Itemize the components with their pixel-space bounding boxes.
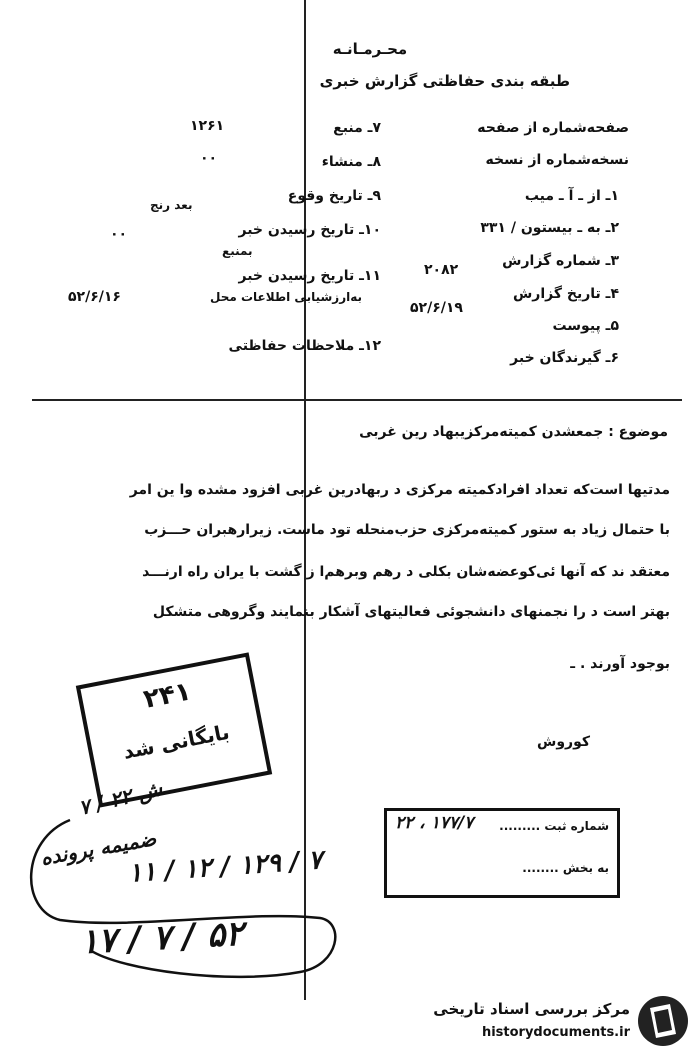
news-received-source-value: ٠٠ [110, 226, 128, 242]
registration-stamp [384, 808, 620, 898]
field-recipients: ۶ـ گیرندگان خبر [510, 350, 619, 366]
field-security-notes: ۱۲ـ ملاحظات حفاظتی [228, 338, 381, 354]
archive-stamp-number: ۲۴۱ [141, 676, 194, 715]
field-copy-number: نسخه‌شماره از نسخه [485, 152, 629, 168]
event-date-value: بعد رنج [150, 198, 193, 212]
archive-stamp [76, 652, 272, 807]
classification-label: محـرمـانـه [332, 40, 408, 58]
handwritten-note-1: ش ۲۲ / ۷ [76, 776, 165, 820]
body-line-3: معتقد ند که آنها ئی‌کوعضه‌شان بکلی د رهم وبرهم‌ا ز گشت با یران راه ارنـــد [142, 564, 670, 580]
section-divider [32, 399, 682, 401]
handwritten-note-2: ۱۱ / ۱۲ / ۱۲۹ / ۷ [127, 845, 324, 889]
field-source: ۷ـ منبع [333, 120, 381, 136]
field-report-date: ۴ـ تاریخ گزارش [512, 286, 619, 302]
source-value: ۱۲۶۱ [190, 118, 225, 134]
handwritten-circle [0, 800, 360, 1000]
report-number-value: ۲۰۸۲ [424, 262, 459, 278]
news-received-evaluation-note: به‌ارزشیابی اطلاعات محل [210, 290, 362, 304]
origin-value: ٠٠ [200, 150, 218, 166]
field-origin: ۸ـ منشاء [321, 154, 381, 170]
registration-number-value: ۲۲ ، ۱۷۷/۷ [395, 813, 474, 833]
field-from: ۱ـ از ـ آ ـ میب [524, 188, 619, 204]
report-date-value: ۵۲/۶/۱۹ [410, 300, 463, 316]
body-line-2: با حتمال زیاد به ستور کمیته‌مرکزی حزب‌منحله تود ماست. زیرارهبران حـــزب [144, 522, 670, 538]
archive-center-name: مرکز بررسی اسناد تاریخی [433, 1000, 630, 1018]
form-title: طبقه بندی حفاظتی گزارش خبری [319, 72, 570, 90]
body-line-4: بهتر است د را نجمنهای دانشجوئی فعالیتهای آشکار بنمایند وگروهی متشکل [152, 604, 670, 620]
field-to: ۲ـ به ـ بیستون / ۳۳۱ [480, 220, 619, 236]
handwritten-date: ۱۷ / ۷ / ۵۲ [79, 913, 245, 963]
handwritten-note-3: ضمیمه پرونده [38, 826, 158, 870]
news-received-source-note: بمنبع [222, 244, 253, 258]
archive-logo-icon [636, 994, 690, 1048]
subject-line [60, 424, 668, 440]
field-news-received-evaluation: ۱۱ـ تاریخ رسیدن خبر [238, 268, 381, 284]
field-page-number: صفحه‌شماره از صفحه [477, 120, 629, 136]
archive-stamp-text: بایگانی شد [121, 719, 232, 764]
field-attachment: ۵ـ پیوست [552, 318, 619, 334]
body-line-1: مدتیها است‌که تعداد افراد‌کمیته مرکزی د ربهادرین غربی افزود مشده وا ین امر [129, 482, 670, 498]
archive-url: historydocuments.ir [481, 1025, 630, 1040]
field-event-date: ۹ـ تاریخ وقوع [287, 188, 381, 204]
registration-number-label: شماره ثبت ......... [499, 819, 609, 833]
body-line-5: بوجود آورند . ـ [570, 656, 670, 672]
subject-text: جمعشدن کمیته‌مرکزیبهاد رین غربی [359, 424, 604, 440]
signature-name: کوروش [537, 734, 590, 750]
news-received-evaluation-value: ۵۲/۶/۱۶ [68, 289, 121, 305]
subject-label: موضوع : [608, 424, 668, 440]
department-label: به بخش ........ [522, 861, 609, 875]
field-news-received-source: ۱۰ـ تاریخ رسیدن خبر [238, 222, 381, 238]
field-report-number: ۳ـ شماره گزارش [502, 253, 619, 269]
